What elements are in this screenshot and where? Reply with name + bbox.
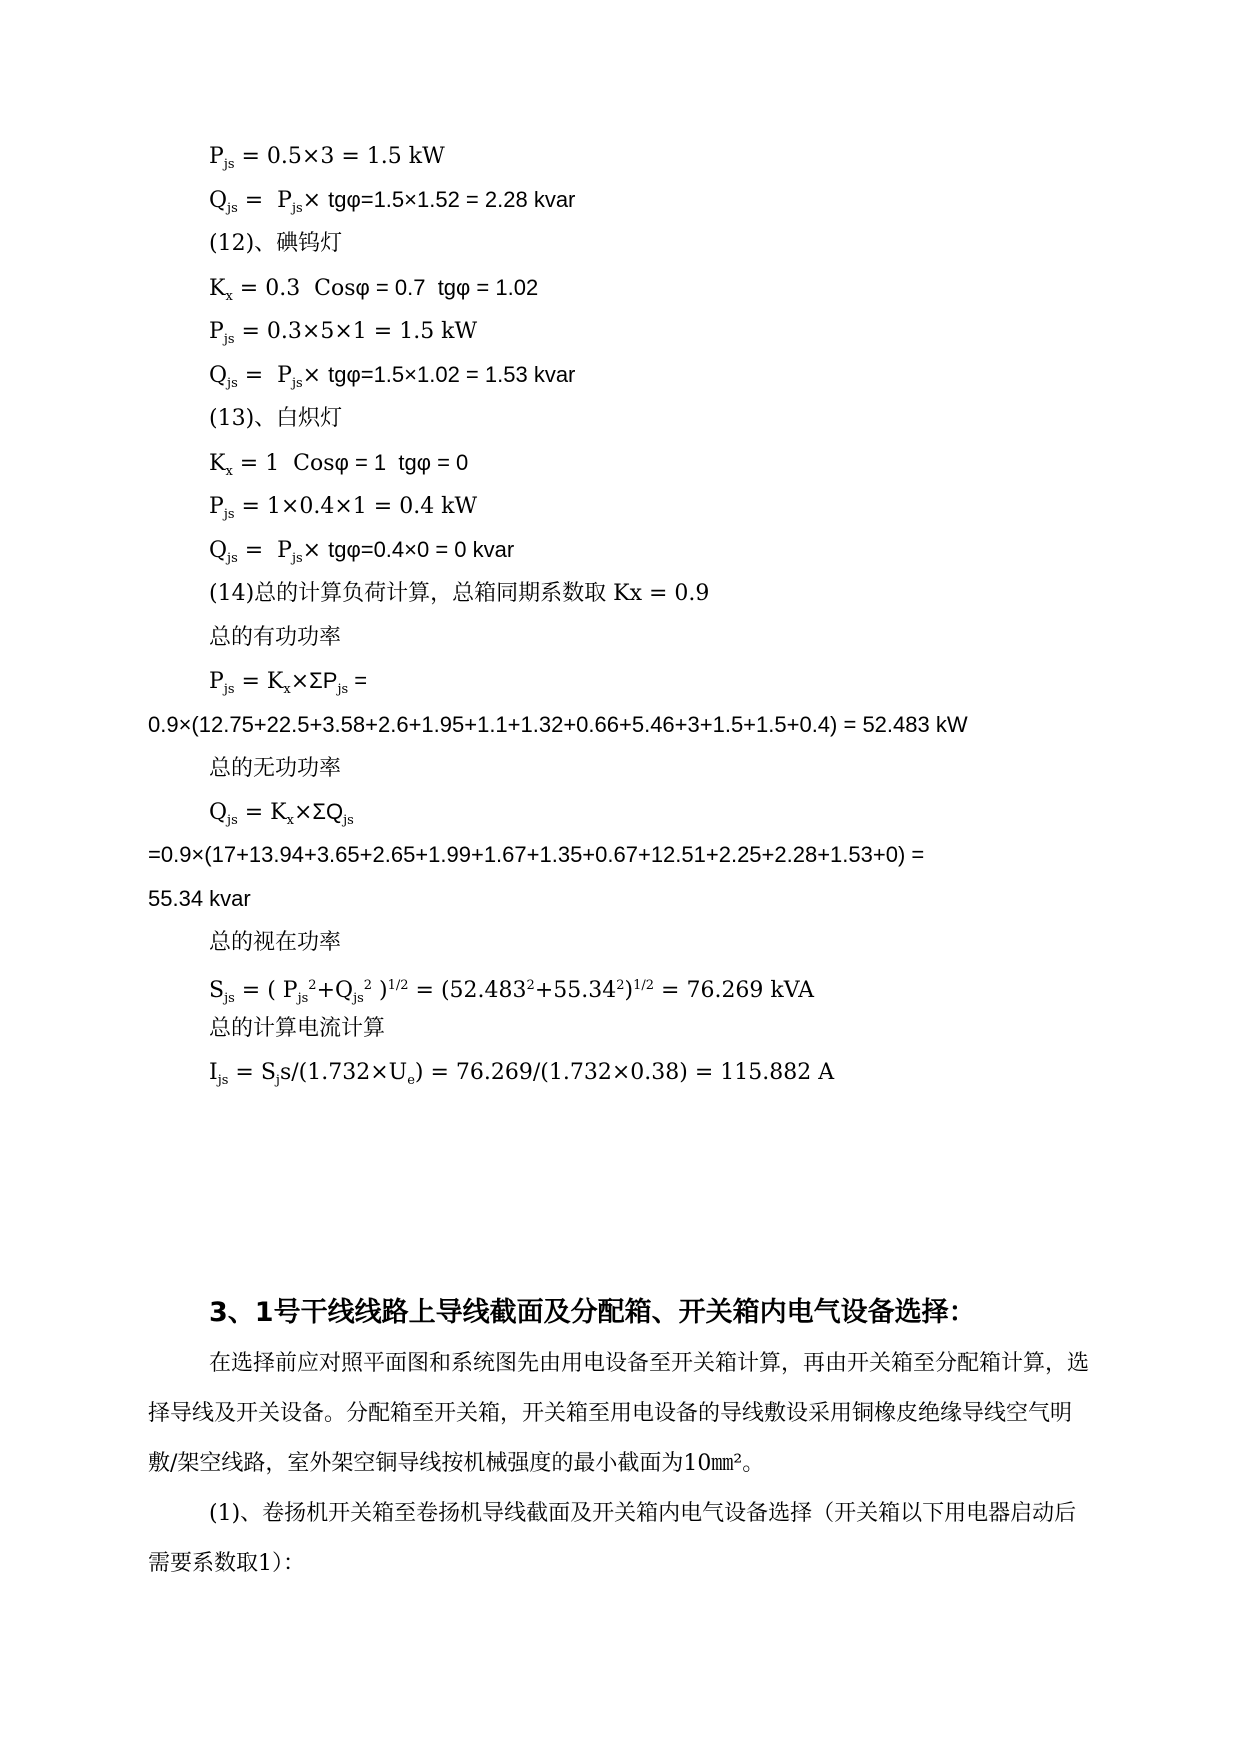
symbol: P	[209, 669, 224, 694]
expr: = P	[237, 363, 292, 388]
expr-sans: ΣQ	[312, 799, 344, 824]
expr: = 76.269 kVA	[654, 978, 815, 1003]
subscript: x	[225, 289, 233, 304]
item-14-title: (14)总的计算负荷计算，总箱同期系数取 Kx = 0.9	[209, 581, 710, 606]
expr: = P	[237, 188, 292, 213]
symbol: I	[209, 1060, 218, 1085]
expr: +55.34	[534, 978, 617, 1003]
symbol: P	[209, 494, 224, 519]
expr-sans: tgφ=0.4×0 = 0 kvar	[328, 537, 515, 562]
symbol: Q	[209, 800, 228, 825]
subscript: js	[353, 991, 364, 1006]
calc-line-qjs-12	[209, 361, 575, 398]
expr: )	[372, 978, 388, 1003]
subscript: js	[217, 1073, 229, 1088]
apparent-power-label: 总的视在功率	[209, 930, 342, 955]
symbol: Q	[209, 538, 228, 563]
superscript: 2	[526, 978, 535, 993]
subscript: e	[407, 1073, 415, 1088]
calc-line-total-ijs	[209, 1059, 834, 1095]
reactive-power-label: 总的无功功率	[209, 756, 342, 781]
expr: = 0.3×5×1 = 1.5 kW	[234, 319, 478, 344]
subscript: x	[286, 813, 294, 828]
calc-line-pjs-1	[209, 143, 445, 179]
expr: = 1×0.4×1 = 0.4 kW	[234, 494, 478, 519]
subscript: x	[225, 464, 233, 479]
calc-line-total-pjs-value: 0.9×(12.75+22.5+3.58+2.6+1.95+1.1+1.32+0.66+5.46+3+1.5+1.5+0.4) = 52.483 kW	[148, 712, 968, 737]
expr: ×	[302, 538, 329, 563]
calc-line-qjs-1	[209, 186, 575, 223]
item-12-title: (12)、碘钨灯	[209, 231, 343, 256]
subscript: x	[283, 682, 291, 697]
subscript: js	[343, 813, 354, 828]
subscript: js	[223, 682, 235, 697]
expr: = S	[228, 1060, 276, 1085]
expr: ) = 76.269/(1.732×0.38) = 115.882 A	[414, 1060, 835, 1085]
calc-line-total-qjs-value: =0.9×(17+13.94+3.65+2.65+1.99+1.67+1.35+0.67+12.51+2.25+2.28+1.53+0) =	[148, 842, 925, 867]
expr: ×	[290, 669, 310, 694]
calc-line-kx-12	[209, 274, 538, 311]
expr: = K	[237, 800, 287, 825]
expr: ×	[302, 188, 329, 213]
expr: = K	[234, 669, 284, 694]
calc-line-kx-13	[209, 449, 468, 486]
expr-sans: tgφ=1.5×1.52 = 2.28 kvar	[328, 187, 576, 212]
subscript: js	[224, 991, 235, 1006]
superscript: 1/2	[633, 978, 655, 993]
superscript: 1/2	[387, 978, 409, 993]
expr-sans: φ = 0.7 tgφ = 1.02	[355, 275, 539, 300]
item-13-title: (13)、白炽灯	[209, 406, 343, 431]
symbol: S	[209, 978, 225, 1003]
active-power-label: 总的有功功率	[209, 625, 342, 650]
expr: )	[624, 978, 634, 1003]
subscript: js	[291, 201, 303, 216]
expr: +Q	[316, 978, 354, 1003]
expr-sans: tgφ=1.5×1.02 = 1.53 kvar	[328, 362, 576, 387]
calc-line-total-pjs	[209, 667, 367, 704]
superscript: 2	[308, 978, 317, 993]
expr: = 1 Cos	[232, 451, 335, 476]
calc-line-qjs-13	[209, 536, 514, 573]
expr-sans: φ = 1 tgφ = 0	[334, 450, 469, 475]
section-paragraph-2: (1)、卷扬机开关箱至卷扬机导线截面及开关箱内电气设备选择（开关箱以下用电器启动后需要系数取1）：	[148, 1501, 1077, 1576]
expr: s/(1.732×U	[279, 1060, 408, 1085]
expr-sans: ΣP	[309, 668, 338, 693]
calc-line-total-qjs	[209, 798, 354, 835]
subscript: js	[227, 813, 238, 828]
section-heading: 3、1号干线线路上导线截面及分配箱、开关箱内电气设备选择：	[209, 1297, 976, 1328]
subscript: js	[223, 332, 235, 347]
calc-line-total-qjs-result: 55.34 kvar	[148, 886, 251, 911]
subscript: js	[291, 376, 303, 391]
current-calc-label: 总的计算电流计算	[209, 1016, 386, 1041]
superscript: 2	[616, 978, 625, 993]
expr: ×	[293, 800, 313, 825]
subscript: j	[275, 1073, 280, 1088]
expr: = 0.5×3 = 1.5 kW	[234, 144, 445, 169]
symbol: P	[209, 319, 224, 344]
expr: = 0.3 Cos	[232, 276, 356, 301]
subscript: js	[223, 157, 235, 172]
expr: = ( P	[234, 978, 298, 1003]
subscript: js	[227, 376, 238, 391]
symbol: Q	[209, 188, 228, 213]
symbol: P	[209, 144, 224, 169]
section-paragraph-1: 在选择前应对照平面图和系统图先由用电设备至开关箱计算，再由开关箱至分配箱计算，选择导线及开关设备。分配箱至开关箱，开关箱至用电设备的导线敷设采用铜橡皮绝缘导线空气明敷/架空线路，室外架空铜导线按机械强度的最小截面为10㎜²。	[148, 1351, 1090, 1476]
subscript: js	[337, 682, 349, 697]
symbol: K	[209, 276, 226, 301]
calc-line-pjs-12	[209, 318, 477, 354]
superscript: 2	[363, 978, 373, 993]
calc-line-pjs-13	[209, 493, 477, 529]
symbol: Q	[209, 363, 228, 388]
expr: ×	[302, 363, 329, 388]
expr: = P	[237, 538, 292, 563]
calc-line-total-sjs	[209, 972, 814, 1013]
subscript: js	[297, 991, 309, 1006]
expr-sans: =	[348, 668, 368, 693]
subscript: js	[291, 551, 303, 566]
subscript: js	[223, 507, 235, 522]
symbol: K	[209, 451, 226, 476]
subscript: js	[227, 551, 238, 566]
expr: = (52.483	[408, 978, 527, 1003]
subscript: js	[227, 201, 238, 216]
